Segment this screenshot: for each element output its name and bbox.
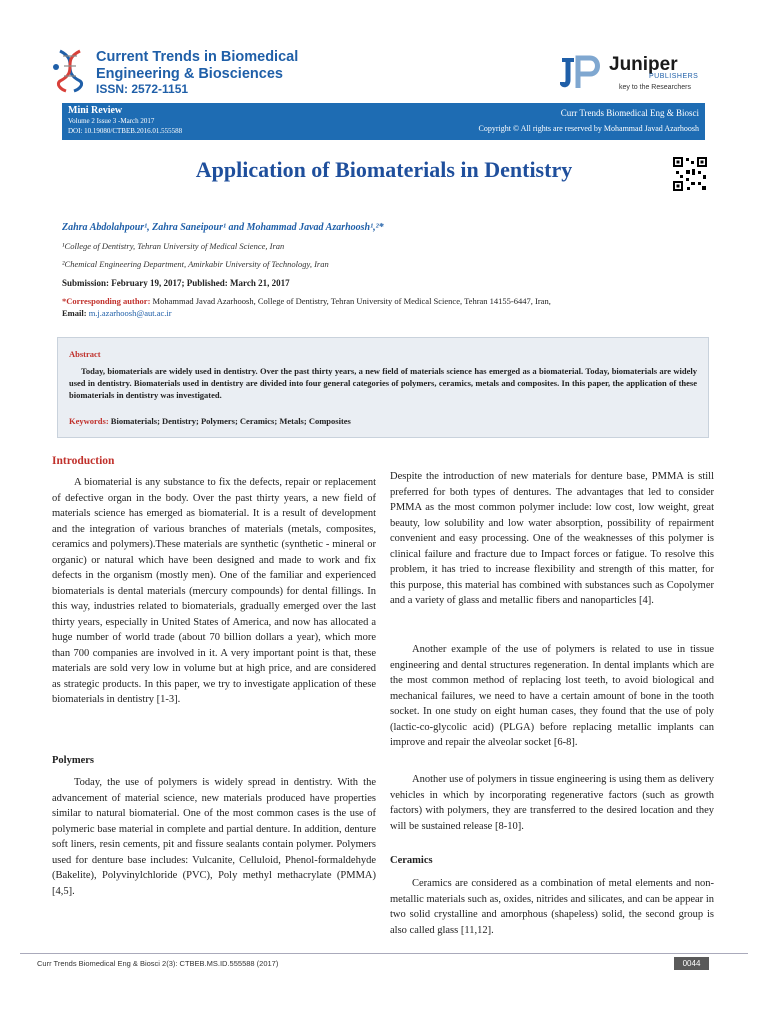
qr-code-icon[interactable]	[672, 156, 708, 192]
juniper-jp-logo	[560, 52, 606, 92]
polymers-paragraph	[52, 775, 376, 899]
keywords-list: Biomaterials; Dentistry; Polymers; Ceramics; Metals; Composites	[108, 416, 351, 426]
polymers-paragraph-1: Today, the use of polymers is widely spread in dentistry. With the advancement of material science, new materials produced have properties similar to natural biomaterial. One of the most common cases is the use of polymeric base material in complete and partial denture. In addition, denture soft liners, resin cements, pit and fissure sealants contain polymer. Polymers used for denture base includes: Vulcanite, Celluloid, Phenol-formaldehyde (Bakelite), Polyvinylchloride (PVC), Poly methyl methacrylate (PMMA) [4,5].	[52, 777, 376, 897]
page-number: 0044	[674, 957, 709, 970]
right-column-paragraph-1	[390, 469, 714, 609]
corresponding-author-label: *Corresponding author:	[62, 296, 151, 306]
keywords	[69, 416, 351, 426]
right-column-paragraph-2	[390, 642, 714, 751]
journal-name-line1: Current Trends in Biomedical	[96, 49, 299, 65]
corresponding-author	[62, 295, 707, 319]
pmma-paragraph: Despite the introduction of new materials for denture base, PMMA is still preferred for both types of dentures. The advantages that led to consider PMMA as the most common polymer include: low cost, low weight, great beauty, low solubility and low water absorption, possibility of repairment convenient and easy processing. One of the weaknesses of this polymer is clinical failure and fracture due to Impact forces or fatigue. To resolve this problem, it has tried to increase flexibility and strength of this matter, for this purpose, this material has combined with substances such as Copolymer and a variety of glass and metallic fibers and nanoparticles [4].	[390, 471, 714, 606]
journal-abbreviation: Curr Trends Biomedical Eng & Biosci	[560, 108, 699, 118]
right-column-paragraph-3	[390, 772, 714, 834]
doi[interactable]: DOI: 10.19080/CTBEB.2016.01.555588	[68, 127, 183, 135]
journal-dna-logo	[50, 47, 90, 93]
abstract-heading: Abstract	[69, 349, 101, 359]
volume-issue: Volume 2 Issue 3 -March 2017	[68, 117, 155, 125]
subsection-heading-ceramics: Ceramics	[390, 855, 433, 866]
keywords-label: Keywords:	[69, 416, 109, 426]
journal-name-line2: Engineering & Biosciences	[96, 66, 283, 82]
article-info-band	[62, 103, 705, 140]
delivery-vehicle-paragraph: Another use of polymers in tissue engineering is using them as delivery vehicles in which by incorporating regenerative factors (such as growth factors) with polymers, they are transferred to the desired location and they will be sustained release [8-10].	[390, 774, 714, 832]
author-list: Zahra Abdolahpour¹, Zahra Saneipour¹ and Mohammad Javad Azarhoosh¹,²*	[62, 222, 384, 233]
intro-paragraph-1: A biomaterial is any substance to fix the defects, repair or replacement of defective organ in the body. Over the past thirty years, a new field of materials science has emerged as biomaterial. It is a result of development and the integration of various branches of materials (metals, composites, ceramics and polymers).These materials are synthetic (synthetic - mineral or organic) or natural which have been designed and made to work and fix defects in the organism (mostly men). One of the familiar and experienced biomaterials is dental materials (mercury compounds) for dental fillings. In this way, industries related to biomaterials, gradually emerged over the last thirty years, especially in United States of America, and now has allocated a huge number of world trade (about 70 billion dollars a year), which more than 700 companies are involved in it. A very important point is that, these materials are sold very low in volume but at high price, and are considered as strategic products. In this paper, we try to investigate application of these biomaterials in dentistry [1-3].	[52, 477, 376, 705]
tissue-engineering-paragraph: Another example of the use of polymers is related to use in tissue engineering and dental structures regeneration. In dental implants which are the most common method of replacing lost teeth, to avoid biological and mechanical failures, we need to have a certain amount of bone in the tooth socket. In one study on eight human cases, they found that the use of poly (lactic-co-glycolic acid) (PLGA) before replacing metallic implants can improve and repair the alveolar socket [6-8].	[390, 644, 714, 748]
copyright: Copyright © All rights are reserved by Mohammad Javad Azarhoosh	[478, 124, 699, 133]
ceramics-paragraph-1: Ceramics are considered as a combination of metal elements and non-metallic materials such as, oxides, nitrides and silicates, and can be appear in two solid crystalline and amorphous (shapeless) solid, the second group is also called glass [11,12].	[390, 878, 714, 936]
journal-issn: ISSN: 2572-1151	[96, 82, 189, 96]
section-heading-introduction: Introduction	[52, 455, 115, 467]
publisher-name: Juniper	[609, 54, 678, 75]
submission-dates: Submission: February 19, 2017; Published: March 21, 2017	[62, 278, 290, 288]
journal-name	[96, 49, 298, 83]
affiliation-1: ¹College of Dentistry, Tehran University of Medical Science, Iran	[62, 241, 285, 251]
abstract-box	[57, 337, 709, 438]
article-title: Application of Biomaterials in Dentistry	[195, 157, 573, 182]
affiliation-2: ²Chemical Engineering Department, Amirkabir University of Technology, Iran	[62, 259, 329, 269]
email-label: Email:	[62, 308, 87, 318]
footer-divider	[20, 953, 748, 954]
article-type: Mini Review	[68, 105, 123, 116]
abstract-text: Today, biomaterials are widely used in dentistry. Over the past thirty years, a new field of materials science has emerged as a biomaterial. Today, biomaterials are widely used in dentistry. Biomaterials used in dentistry are divided into four general categories of polymers, ceramics, metals and composites. In this paper, the application of these biomaterials in dentistry was investigated.	[69, 366, 697, 401]
intro-paragraph	[52, 475, 376, 708]
footer-citation: Curr Trends Biomedical Eng & Biosci 2(3): CTBEB.MS.ID.555588 (2017)	[37, 959, 279, 968]
ceramics-paragraph	[390, 876, 714, 938]
subsection-heading-polymers: Polymers	[52, 755, 94, 766]
corresponding-author-text: Mohammad Javad Azarhoosh, College of Dentistry, Tehran University of Medical Science, Tehran 14155-6447, Iran,	[150, 296, 551, 306]
publisher-tagline: key to the Researchers	[619, 84, 691, 91]
author-email-link[interactable]: m.j.azarhoosh@aut.ac.ir	[88, 308, 172, 318]
publisher-subtitle: PUBLISHERS	[649, 73, 699, 80]
